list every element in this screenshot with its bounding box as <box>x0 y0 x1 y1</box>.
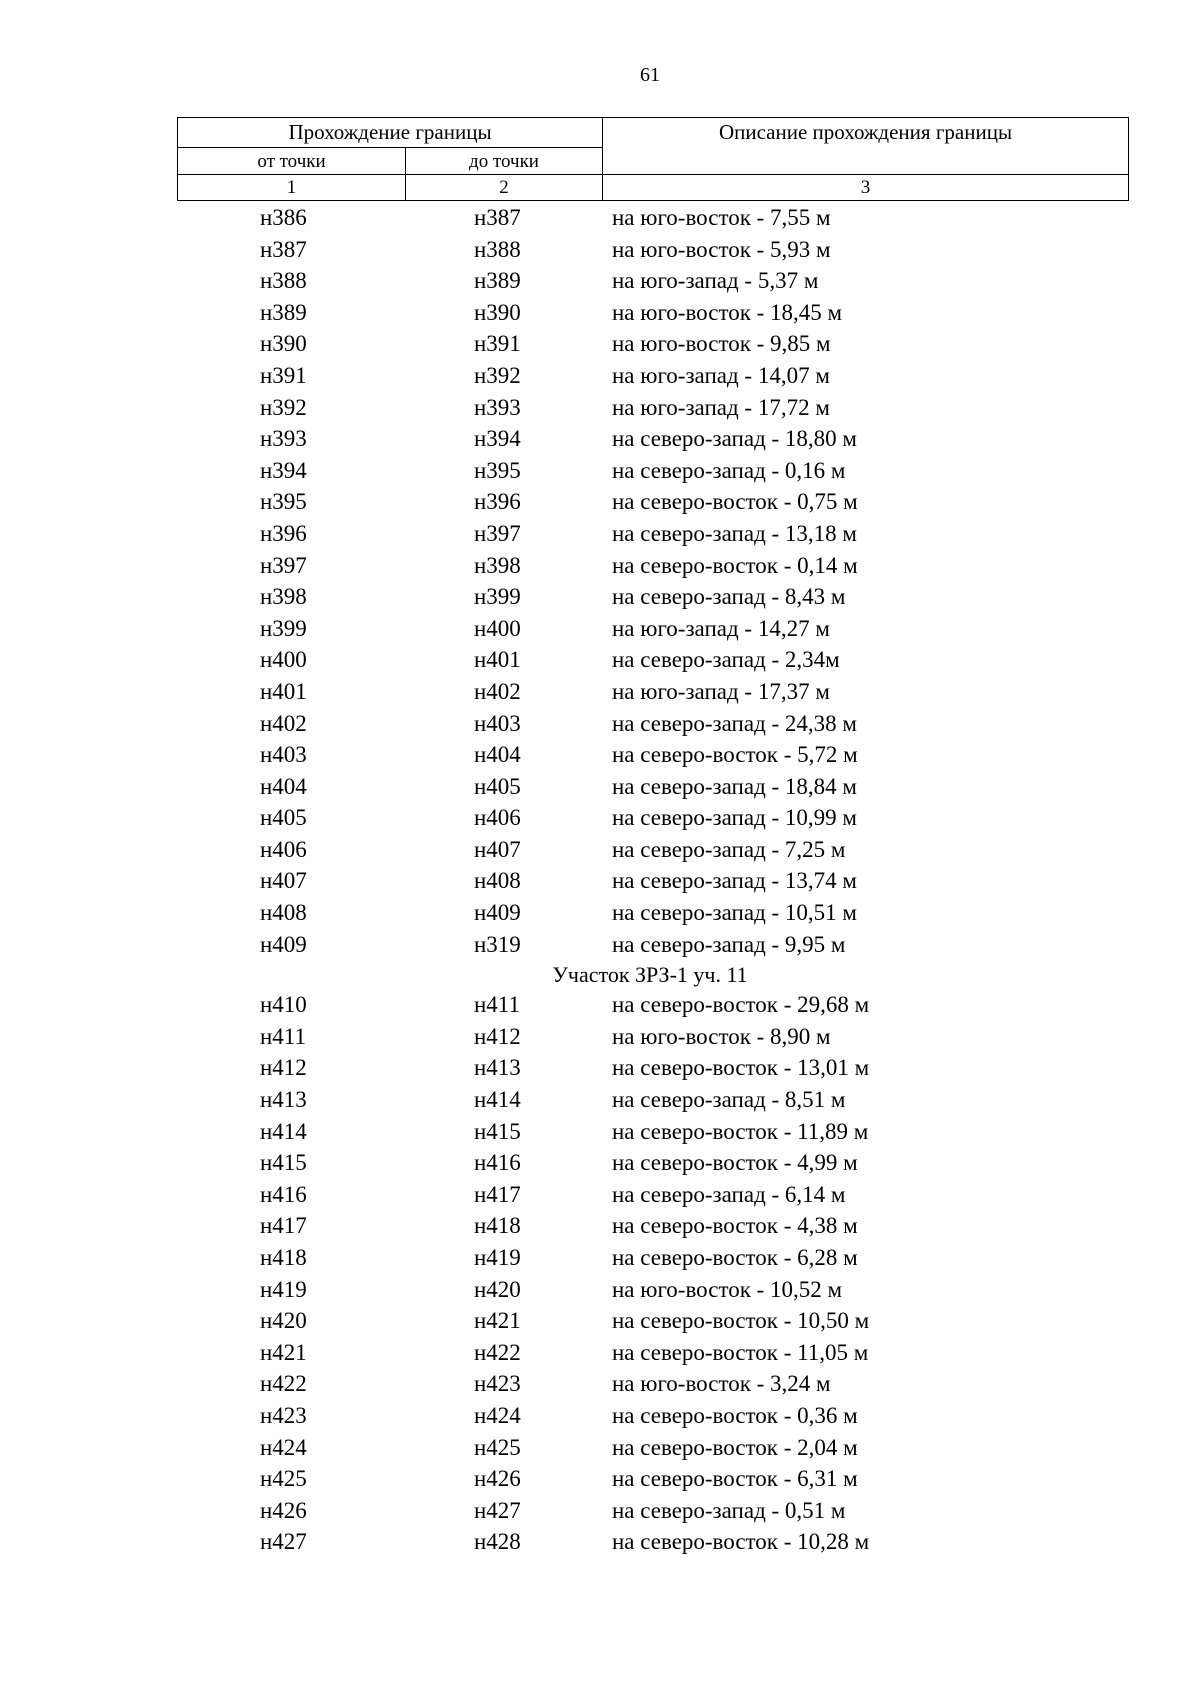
from-point-cell: н407 <box>260 868 307 894</box>
from-point-cell: н406 <box>260 836 307 862</box>
to-point-cell: н409 <box>474 900 521 926</box>
page-number: 61 <box>640 64 660 86</box>
from-point-cell: н386 <box>260 205 307 230</box>
table-row <box>0 1021 1200 1053</box>
table-row <box>0 328 1200 360</box>
to-point-cell: н407 <box>474 836 521 862</box>
to-point-cell: н408 <box>474 868 521 894</box>
from-point-cell: н397 <box>260 552 307 578</box>
table-row <box>0 455 1200 487</box>
to-point-cell: н391 <box>474 331 521 357</box>
from-point-cell: н403 <box>260 742 307 768</box>
table-row <box>0 1116 1200 1148</box>
table-row <box>0 392 1200 424</box>
to-point-cell: н406 <box>474 805 521 831</box>
to-point-cell: н401 <box>474 647 521 673</box>
from-point-cell: н402 <box>260 710 307 736</box>
to-point-cell: н404 <box>474 742 521 768</box>
to-point-cell: н427 <box>474 1497 521 1523</box>
table-row <box>0 1400 1200 1432</box>
from-point-cell: н418 <box>260 1245 307 1270</box>
table-row <box>0 739 1200 771</box>
table-row <box>0 865 1200 897</box>
table-header <box>177 117 1129 201</box>
table-row <box>0 834 1200 866</box>
description-cell: на юго-восток - 7,55 м <box>612 205 831 230</box>
description-cell: на северо-восток - 0,75 м <box>612 489 858 515</box>
from-point-cell: н420 <box>260 1308 307 1334</box>
from-point-cell: н415 <box>260 1150 307 1176</box>
to-point-cell: н414 <box>474 1087 521 1113</box>
header-column-number-3: 3 <box>603 175 1129 201</box>
from-point-cell: н416 <box>260 1181 307 1207</box>
from-point-cell: н427 <box>260 1529 307 1555</box>
description-cell: на северо-запад - 6,14 м <box>612 1181 846 1207</box>
to-point-cell: н418 <box>474 1213 521 1239</box>
from-point-cell: н411 <box>260 1023 306 1049</box>
table-row <box>0 1463 1200 1495</box>
to-point-cell: н403 <box>474 710 521 736</box>
description-cell: на юго-восток - 3,24 м <box>612 1371 831 1397</box>
from-point-cell: н401 <box>260 678 307 704</box>
description-cell: на северо-запад - 0,51 м <box>612 1497 846 1523</box>
to-point-cell: н405 <box>474 773 521 799</box>
description-cell: на юго-восток - 10,52 м <box>612 1276 843 1302</box>
from-point-cell: н391 <box>260 362 307 388</box>
description-cell: на северо-восток - 5,72 м <box>612 742 858 768</box>
description-cell: на северо-восток - 11,05 м <box>612 1339 869 1365</box>
to-point-cell: н417 <box>474 1181 521 1207</box>
from-point-cell: н408 <box>260 900 307 926</box>
from-point-cell: н394 <box>260 457 307 483</box>
from-point-cell: н389 <box>260 299 307 325</box>
description-cell: на юго-восток - 18,45 м <box>612 299 843 325</box>
description-cell: на юго-запад - 14,07 м <box>612 362 830 388</box>
to-point-cell: н421 <box>474 1308 521 1334</box>
description-cell: на северо-восток - 6,31 м <box>612 1466 858 1492</box>
table-row <box>0 676 1200 708</box>
to-point-cell: н425 <box>474 1434 521 1460</box>
from-point-cell: н413 <box>260 1087 307 1113</box>
from-point-cell: н395 <box>260 489 307 515</box>
from-point-cell: н409 <box>260 931 307 957</box>
description-cell: на юго-запад - 17,37 м <box>612 678 830 704</box>
header-to-point: до точки <box>406 148 603 175</box>
to-point-cell: н420 <box>474 1276 521 1302</box>
from-point-cell: н399 <box>260 615 307 641</box>
description-cell: на юго-восток - 9,85 м <box>612 331 831 357</box>
table-row <box>0 897 1200 929</box>
to-point-cell: н394 <box>474 426 521 452</box>
from-point-cell: н425 <box>260 1466 307 1492</box>
header-from-point: от точки <box>178 148 406 175</box>
table-row <box>0 360 1200 392</box>
from-point-cell: н410 <box>260 992 307 1018</box>
description-cell: на юго-запад - 17,72 м <box>612 394 830 420</box>
description-cell: на северо-запад - 2,34м <box>612 647 840 673</box>
description-cell: на северо-запад - 8,43 м <box>612 584 846 610</box>
from-point-cell: н423 <box>260 1402 307 1428</box>
from-point-cell: н390 <box>260 331 307 357</box>
description-cell: на юго-запад - 5,37 м <box>612 268 819 294</box>
to-point-cell: н398 <box>474 552 521 578</box>
table-row <box>0 1242 1200 1274</box>
description-cell: на северо-запад - 10,99 м <box>612 805 857 831</box>
to-point-cell: н402 <box>474 678 521 704</box>
table-row <box>0 1368 1200 1400</box>
section-title: Участок ЗРЗ-1 уч. 11 <box>552 962 748 988</box>
section-a-rows <box>0 202 1200 960</box>
header-column-number-1: 1 <box>178 175 406 201</box>
table-row <box>0 234 1200 266</box>
description-cell: на северо-восток - 29,68 м <box>612 992 870 1018</box>
from-point-cell: н398 <box>260 584 307 610</box>
from-point-cell: н392 <box>260 394 307 420</box>
to-point-cell: н428 <box>474 1529 521 1555</box>
description-cell: на северо-восток - 4,38 м <box>612 1213 858 1239</box>
description-cell: на северо-запад - 9,95 м <box>612 931 846 957</box>
from-point-cell: н388 <box>260 268 307 294</box>
table-row <box>0 297 1200 329</box>
from-point-cell: н400 <box>260 647 307 673</box>
table-row <box>0 613 1200 645</box>
description-cell: на северо-восток - 13,01 м <box>612 1055 870 1081</box>
table-row <box>0 708 1200 740</box>
from-point-cell: н414 <box>260 1118 307 1144</box>
description-cell: на северо-запад - 10,51 м <box>612 900 857 926</box>
to-point-cell: н400 <box>474 615 521 641</box>
table-row <box>0 518 1200 550</box>
from-point-cell: н421 <box>260 1339 307 1365</box>
from-point-cell: н426 <box>260 1497 307 1523</box>
to-point-cell: н411 <box>474 992 520 1018</box>
table-row <box>0 802 1200 834</box>
description-cell: на юго-запад - 14,27 м <box>612 615 830 641</box>
table-row <box>0 1274 1200 1306</box>
table-row <box>0 1526 1200 1558</box>
to-point-cell: н426 <box>474 1466 521 1492</box>
table-row <box>0 1179 1200 1211</box>
to-point-cell: н416 <box>474 1150 521 1176</box>
to-point-cell: н399 <box>474 584 521 610</box>
to-point-cell: н413 <box>474 1055 521 1081</box>
description-cell: на северо-запад - 0,16 м <box>612 457 846 483</box>
description-cell: на северо-запад - 8,51 м <box>612 1087 846 1113</box>
table-row <box>0 265 1200 297</box>
table-row <box>0 202 1200 234</box>
from-point-cell: н419 <box>260 1276 307 1302</box>
from-point-cell: н396 <box>260 520 307 546</box>
table-row <box>0 1147 1200 1179</box>
to-point-cell: н387 <box>474 205 521 230</box>
description-cell: на северо-запад - 13,74 м <box>612 868 857 894</box>
to-point-cell: н389 <box>474 268 521 294</box>
from-point-cell: н405 <box>260 805 307 831</box>
description-cell: на северо-запад - 13,18 м <box>612 520 857 546</box>
to-point-cell: н395 <box>474 457 521 483</box>
to-point-cell: н422 <box>474 1339 521 1365</box>
description-cell: на северо-восток - 10,50 м <box>612 1308 870 1334</box>
from-point-cell: н424 <box>260 1434 307 1460</box>
table-row <box>0 1495 1200 1527</box>
to-point-cell: н397 <box>474 520 521 546</box>
table-row <box>0 550 1200 582</box>
from-point-cell: н393 <box>260 426 307 452</box>
header-boundary-passage: Прохождение границы <box>178 118 603 148</box>
from-point-cell: н387 <box>260 236 307 262</box>
description-cell: на северо-запад - 18,84 м <box>612 773 857 799</box>
description-cell: на северо-восток - 0,14 м <box>612 552 858 578</box>
description-cell: на северо-восток - 10,28 м <box>612 1529 870 1555</box>
to-point-cell: н390 <box>474 299 521 325</box>
table-row <box>0 644 1200 676</box>
table-row <box>0 423 1200 455</box>
from-point-cell: н412 <box>260 1055 307 1081</box>
description-cell: на северо-восток - 4,99 м <box>612 1150 858 1176</box>
description-cell: на северо-запад - 24,38 м <box>612 710 857 736</box>
to-point-cell: н424 <box>474 1402 521 1428</box>
to-point-cell: н319 <box>474 931 521 957</box>
header-boundary-description: Описание прохождения границы <box>603 118 1129 175</box>
to-point-cell: н419 <box>474 1245 521 1270</box>
to-point-cell: н415 <box>474 1118 521 1144</box>
table-row <box>0 929 1200 961</box>
table-row <box>0 581 1200 613</box>
table-row <box>0 771 1200 803</box>
from-point-cell: н417 <box>260 1213 307 1239</box>
to-point-cell: н392 <box>474 362 521 388</box>
table-row <box>0 486 1200 518</box>
table-row <box>0 1432 1200 1464</box>
table-row <box>0 1084 1200 1116</box>
description-cell: на северо-восток - 0,36 м <box>612 1402 858 1428</box>
to-point-cell: н412 <box>474 1023 521 1049</box>
to-point-cell: н423 <box>474 1371 521 1397</box>
description-cell: на северо-запад - 7,25 м <box>612 836 846 862</box>
boundary-rows <box>0 202 1200 1558</box>
from-point-cell: н422 <box>260 1371 307 1397</box>
description-cell: на северо-восток - 11,89 м <box>612 1118 869 1144</box>
description-cell: на юго-восток - 5,93 м <box>612 236 831 262</box>
header-column-number-2: 2 <box>406 175 603 201</box>
table-row <box>0 1337 1200 1369</box>
table-row <box>0 989 1200 1021</box>
section-b-rows <box>0 989 1200 1558</box>
table-row <box>0 1052 1200 1084</box>
table-row <box>0 1305 1200 1337</box>
from-point-cell: н404 <box>260 773 307 799</box>
to-point-cell: н393 <box>474 394 521 420</box>
to-point-cell: н396 <box>474 489 521 515</box>
to-point-cell: н388 <box>474 236 521 262</box>
table-row <box>0 1210 1200 1242</box>
description-cell: на северо-восток - 6,28 м <box>612 1245 858 1270</box>
description-cell: на северо-запад - 18,80 м <box>612 426 857 452</box>
description-cell: на северо-восток - 2,04 м <box>612 1434 858 1460</box>
description-cell: на юго-восток - 8,90 м <box>612 1023 831 1049</box>
